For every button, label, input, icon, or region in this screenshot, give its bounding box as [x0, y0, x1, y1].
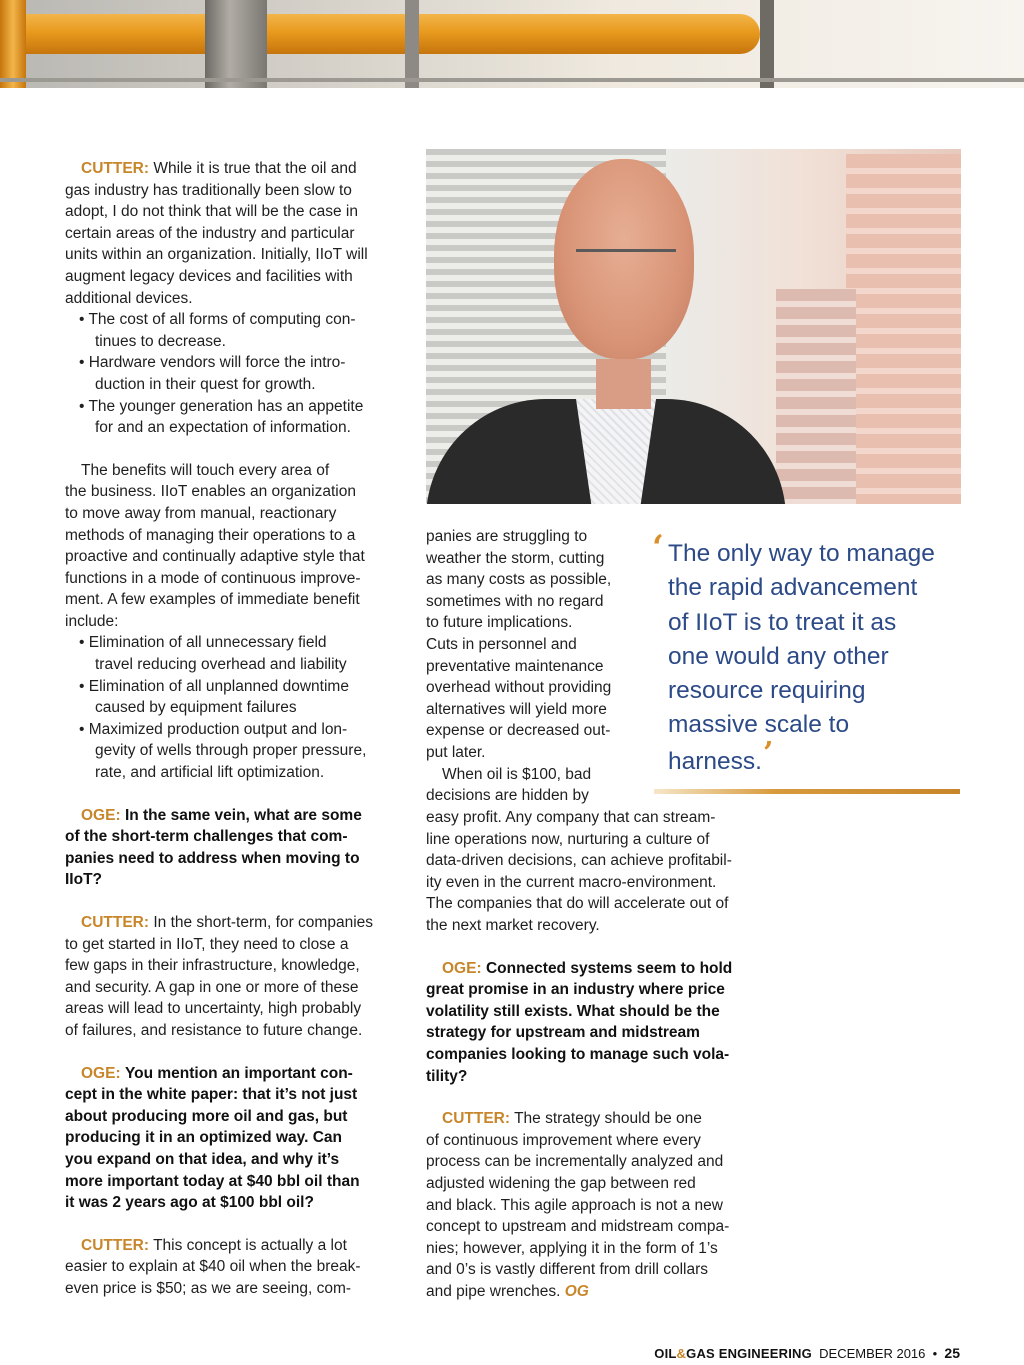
- quote-line: [668, 537, 968, 571]
- line-text: You mention an important con-: [124, 1064, 353, 1082]
- text-line: [426, 1259, 771, 1281]
- line-text: gas industry has traditionally been slow to: [65, 181, 352, 199]
- text-line: [426, 591, 641, 613]
- line-text: The only way to manage: [668, 540, 935, 567]
- line-text: • The cost of all forms of computing con-: [79, 311, 356, 329]
- bullet-item: [65, 676, 410, 719]
- line-text: ment. A few examples of immediate benefit: [65, 591, 360, 609]
- text-line: [65, 288, 410, 310]
- line-text: Cuts in personnel and: [426, 635, 577, 653]
- column-middle-wide: [426, 807, 771, 1302]
- line-text: line operations now, nurturing a culture of: [426, 830, 710, 848]
- text-line: [65, 201, 410, 223]
- line-text: ity even in the current macro-environment.: [426, 873, 717, 891]
- line-text: to future implications.: [426, 614, 573, 632]
- text-line: [65, 568, 410, 590]
- text-line: [79, 374, 410, 396]
- answer-paragraph: [65, 158, 410, 309]
- text-line: [426, 850, 771, 872]
- text-line: [426, 720, 641, 742]
- line-text: • The younger generation has an appetite: [79, 397, 364, 415]
- text-line: [426, 677, 641, 699]
- text-line: [426, 979, 771, 1001]
- text-line: [65, 805, 410, 827]
- line-text: it was 2 years ago at $100 bbl oil?: [65, 1194, 314, 1212]
- text-line: [79, 697, 410, 719]
- column-middle-narrow: [426, 526, 641, 807]
- line-text: of failures, and resistance to future change.: [65, 1021, 363, 1039]
- answer-paragraph: [65, 912, 410, 1042]
- line-text: more important today at $40 bbl oil than: [65, 1172, 360, 1190]
- line-text: panies are struggling to: [426, 528, 588, 545]
- text-line: [426, 785, 641, 807]
- line-text: the next market recovery.: [426, 916, 600, 934]
- line-text: process can be incrementally analyzed and: [426, 1153, 724, 1171]
- speaker-label: CUTTER:: [81, 914, 150, 931]
- steel-column: [405, 0, 419, 88]
- line-text: methods of managing their operations to a: [65, 526, 356, 544]
- interviewer-label: OGE:: [442, 959, 482, 977]
- line-text: of the short-term challenges that com-: [65, 828, 348, 846]
- text-line: [426, 1281, 771, 1303]
- line-text: include:: [65, 612, 119, 630]
- line-text: travel reducing overhead and liability: [95, 656, 347, 674]
- text-line: [426, 634, 641, 656]
- text-line: [65, 460, 410, 482]
- line-text: alternatives will yield more: [426, 700, 607, 718]
- line-text: easier to explain at $40 oil when the break-: [65, 1258, 361, 1276]
- background-building: [776, 289, 856, 504]
- bullet-item: [65, 632, 410, 675]
- text-line: [65, 1278, 410, 1300]
- pullquote-open-mark: ‘: [652, 528, 664, 568]
- line-text: • Elimination of all unplanned downtime: [79, 677, 349, 695]
- quote-line: [668, 606, 968, 640]
- text-line: [79, 719, 410, 741]
- line-text: gevity of wells through proper pressure,: [95, 742, 367, 760]
- line-text: panies need to address when moving to: [65, 849, 360, 867]
- orange-pipe: [0, 14, 760, 54]
- line-text: cept in the white paper: that it’s not just: [65, 1086, 358, 1104]
- line-text: of IIoT is to treat it as: [668, 608, 897, 636]
- text-line: [79, 632, 410, 654]
- line-text: • Hardware vendors will force the intro-: [79, 354, 346, 372]
- line-text: and black. This agile approach is not a new: [426, 1196, 723, 1214]
- line-text: sometimes with no regard: [426, 592, 604, 610]
- quote-line: [668, 735, 968, 779]
- line-text: functions in a mode of continuous improve-: [65, 569, 361, 587]
- line-text: as many costs as possible,: [426, 571, 612, 589]
- text-line: [426, 807, 771, 829]
- line-text: certain areas of the industry and particular: [65, 224, 355, 242]
- text-line: [426, 526, 641, 548]
- brand-gas: GAS ENGINEERING: [686, 1346, 812, 1361]
- text-line: [65, 934, 410, 956]
- bullet-item: [65, 396, 410, 439]
- text-line: [426, 1216, 771, 1238]
- line-text: you expand on that idea, and why it’s: [65, 1150, 340, 1168]
- line-text: for and an expectation of information.: [95, 419, 351, 437]
- line-text: duction in their quest for growth.: [95, 375, 316, 393]
- line-text: augment legacy devices and facilities with: [65, 267, 353, 285]
- question-paragraph: [65, 1063, 410, 1214]
- text-line: [65, 158, 410, 180]
- text-line: [65, 546, 410, 568]
- text-line: [426, 1001, 771, 1023]
- text-line: [65, 1127, 410, 1149]
- line-text: producing it in an optimized way. Can: [65, 1129, 343, 1147]
- text-line: [426, 548, 641, 570]
- text-line: [426, 893, 771, 915]
- line-text: concept to upstream and midstream compa-: [426, 1218, 730, 1236]
- page-footer: [654, 1345, 960, 1362]
- line-text: companies looking to manage such vola-: [426, 1045, 730, 1063]
- line-text: additional devices.: [65, 289, 193, 307]
- line-text: volatility still exists. What should be the: [426, 1002, 720, 1020]
- line-text: Connected systems seem to hold: [485, 959, 733, 977]
- text-line: [65, 1192, 410, 1214]
- line-text: the rapid advancement: [668, 574, 918, 602]
- line-text: The strategy should be one: [514, 1110, 702, 1128]
- question-paragraph: [65, 805, 410, 891]
- text-line: [426, 958, 771, 980]
- line-text: about producing more oil and gas, but: [65, 1107, 348, 1125]
- text-line: [65, 1149, 410, 1171]
- line-text: nies; however, applying it in the form of 1’s: [426, 1239, 718, 1257]
- line-text: • Maximized production output and lon-: [79, 720, 348, 738]
- footer-separator: •: [932, 1346, 938, 1361]
- text-line: [65, 266, 410, 288]
- spacer: [426, 937, 771, 958]
- line-text: • Elimination of all unnecessary field: [79, 634, 327, 652]
- line-text: and pipe wrenches.: [426, 1282, 561, 1300]
- text-line: [426, 742, 641, 764]
- spacer: [65, 1042, 410, 1063]
- spacer: [65, 439, 410, 460]
- brand-oil: OIL: [654, 1346, 677, 1361]
- pullquote-close-mark: ’: [762, 735, 774, 771]
- text-line: [65, 869, 410, 891]
- line-text: The companies that do will accelerate out of: [426, 895, 729, 913]
- text-line: [426, 569, 641, 591]
- text-line: [79, 740, 410, 762]
- quote-line: [668, 674, 968, 708]
- text-line: [426, 1108, 771, 1130]
- text-line: [79, 309, 410, 331]
- line-text: resource requiring: [668, 677, 866, 705]
- line-text: adopt, I do not think that will be the case in: [65, 203, 358, 221]
- text-line: [65, 1063, 410, 1085]
- text-line: [65, 977, 410, 999]
- text-line: [426, 1130, 771, 1152]
- steel-column: [760, 0, 774, 88]
- text-line: [426, 612, 641, 634]
- text-line: [65, 611, 410, 633]
- text-line: [65, 1084, 410, 1106]
- text-line: [426, 656, 641, 678]
- line-text: When oil is $100, bad: [442, 765, 592, 783]
- spacer: [65, 1214, 410, 1235]
- text-line: [65, 503, 410, 525]
- text-line: [426, 1151, 771, 1173]
- background-building: [846, 154, 961, 504]
- line-text: data-driven decisions, can achieve profitabil-: [426, 852, 732, 870]
- text-line: [65, 223, 410, 245]
- text-line: [79, 417, 410, 439]
- line-text: tinues to decrease.: [95, 332, 226, 350]
- text-line: [65, 244, 410, 266]
- orange-pipe-vertical: [0, 0, 26, 88]
- line-text: few gaps in their infrastructure, knowledge,: [65, 957, 360, 975]
- text-line: [65, 1171, 410, 1193]
- line-text: caused by equipment failures: [95, 699, 297, 717]
- issue-date: DECEMBER 2016: [819, 1346, 926, 1361]
- text-line: [426, 1173, 771, 1195]
- text-line: [79, 331, 410, 353]
- line-text: proactive and continually adaptive style that: [65, 548, 365, 566]
- text-line: [426, 764, 641, 786]
- text-line: [65, 525, 410, 547]
- line-text: areas will lead to uncertainty, high probably: [65, 1000, 362, 1018]
- line-text: This concept is actually a lot: [153, 1236, 347, 1254]
- text-line: [79, 762, 410, 784]
- glasses: [576, 249, 676, 274]
- line-text: even price is $50; as we are seeing, com-: [65, 1279, 352, 1297]
- speaker-label: CUTTER:: [81, 1236, 150, 1254]
- line-text: one would any other: [668, 642, 889, 670]
- quote-line: [668, 571, 968, 605]
- line-text: and security. A gap in one or more of these: [65, 978, 359, 996]
- speaker-label: CUTTER:: [442, 1110, 511, 1128]
- text-line: [65, 848, 410, 870]
- text-line: [79, 676, 410, 698]
- end-mark-logo: OG: [564, 1282, 589, 1300]
- bullet-item: [65, 352, 410, 395]
- text-line: [426, 1044, 771, 1066]
- text-line: [65, 1020, 410, 1042]
- quote-line: [668, 708, 968, 742]
- line-text: While it is true that the oil and: [153, 160, 357, 177]
- text-line: [65, 912, 410, 934]
- line-text: preventative maintenance: [426, 657, 604, 675]
- quote-line: [668, 640, 968, 674]
- line-text: adjusted widening the gap between red: [426, 1174, 696, 1192]
- body-paragraph: [426, 807, 771, 937]
- text-line: [65, 1106, 410, 1128]
- text-line: [426, 915, 771, 937]
- text-line: [426, 1195, 771, 1217]
- spacer: [65, 784, 410, 805]
- text-line: [65, 481, 410, 503]
- text-line: [426, 1022, 771, 1044]
- line-text: put later.: [426, 743, 486, 761]
- brand-amp: &: [676, 1346, 687, 1361]
- body-paragraph: [65, 460, 410, 633]
- interviewer-label: OGE:: [81, 1064, 121, 1082]
- text-line: [65, 589, 410, 611]
- text-line: [79, 654, 410, 676]
- line-text: units within an organization. Initially, IIoT will: [65, 246, 368, 264]
- line-text: great promise in an industry where price: [426, 981, 725, 999]
- line-text: IIoT?: [65, 871, 103, 889]
- line-text: In the same vein, what are some: [124, 806, 362, 824]
- pull-quote: [668, 537, 968, 779]
- text-line: [65, 955, 410, 977]
- text-line: [426, 829, 771, 851]
- line-text: expense or decreased out-: [426, 722, 611, 740]
- body-paragraph: [426, 526, 641, 807]
- line-text: tility?: [426, 1067, 468, 1085]
- text-line: [79, 396, 410, 418]
- text-line: [65, 998, 410, 1020]
- line-text: The benefits will touch every area of: [81, 461, 330, 479]
- text-line: [65, 180, 410, 202]
- text-line: [426, 699, 641, 721]
- neck: [596, 359, 651, 409]
- steel-column: [205, 0, 267, 88]
- header-photo-strip: [0, 0, 1024, 88]
- bullet-item: [65, 719, 410, 784]
- line-text: overhead without providing: [426, 679, 612, 697]
- speaker-label: CUTTER:: [81, 160, 150, 177]
- bullet-item: [65, 309, 410, 352]
- line-text: harness.: [668, 747, 762, 775]
- text-line: [426, 872, 771, 894]
- text-line: [426, 1238, 771, 1260]
- text-line: [426, 1066, 771, 1088]
- answer-paragraph: [65, 1235, 410, 1300]
- text-line: [65, 1235, 410, 1257]
- text-line: [79, 352, 410, 374]
- line-text: to get started in IIoT, they need to close a: [65, 935, 349, 953]
- interviewer-label: OGE:: [81, 806, 121, 824]
- column-left: [65, 158, 410, 1300]
- text-line: [65, 826, 410, 848]
- spacer: [65, 891, 410, 912]
- line-text: decisions are hidden by: [426, 787, 589, 805]
- railing: [0, 78, 1024, 82]
- line-text: easy profit. Any company that can stream-: [426, 809, 716, 826]
- line-text: of continuous improvement where every: [426, 1131, 701, 1149]
- line-text: strategy for upstream and midstream: [426, 1024, 700, 1042]
- page-number: 25: [944, 1345, 960, 1361]
- portrait-photo: [426, 149, 961, 504]
- answer-paragraph: [426, 1108, 771, 1302]
- publication-name: [654, 1346, 812, 1361]
- text-line: [65, 1256, 410, 1278]
- line-text: to move away from manual, reactionary: [65, 504, 337, 522]
- line-text: massive scale to: [668, 711, 850, 739]
- line-text: and 0’s is vastly different from drill collars: [426, 1261, 708, 1279]
- question-paragraph: [426, 958, 771, 1088]
- line-text: rate, and artificial lift optimization.: [95, 764, 325, 782]
- spacer: [426, 1087, 771, 1108]
- pullquote-rule: [654, 789, 960, 794]
- line-text: the business. IIoT enables an organization: [65, 483, 356, 501]
- line-text: weather the storm, cutting: [426, 549, 605, 567]
- line-text: In the short-term, for companies: [153, 914, 374, 931]
